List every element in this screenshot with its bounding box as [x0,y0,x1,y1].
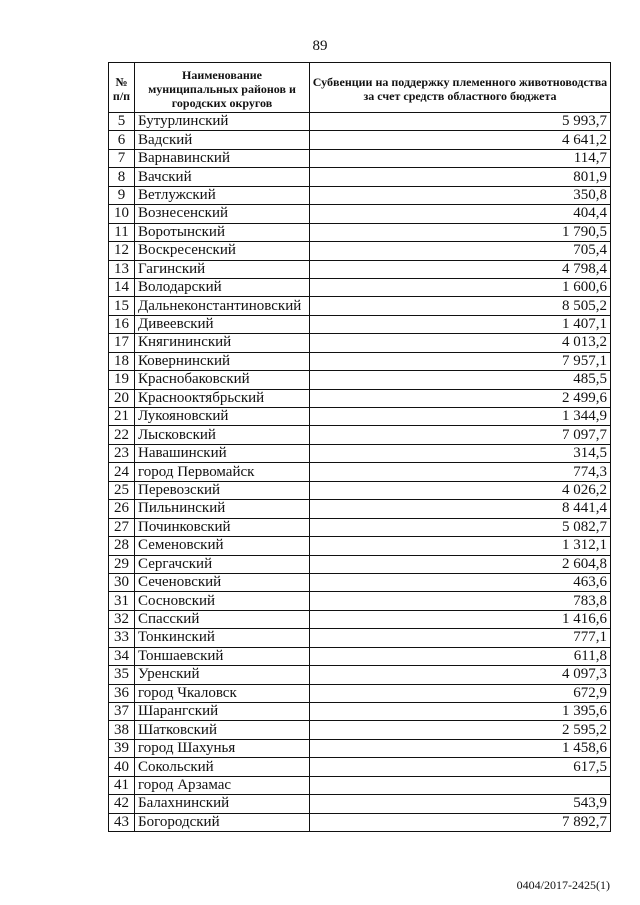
row-number-cell: 19 [109,371,135,389]
district-name-cell: Шатковский [135,721,310,739]
table-row [109,260,611,278]
table-body [109,113,611,832]
district-name-cell: Сеченовский [135,573,310,591]
subsidy-amount-cell: 1 416,6 [310,610,611,628]
table-row [109,739,611,757]
table-row [109,389,611,407]
table-row [109,131,611,149]
table-row [109,463,611,481]
row-number-cell: 29 [109,555,135,573]
row-number-cell: 17 [109,334,135,352]
subsidy-amount-cell: 4 097,3 [310,666,611,684]
subsidy-amount-cell: 801,9 [310,168,611,186]
table-row [109,408,611,426]
table-row [109,795,611,813]
district-name-cell: Володарский [135,278,310,296]
row-number-cell: 43 [109,813,135,831]
table-row [109,500,611,518]
table-row [109,813,611,831]
row-number-cell: 36 [109,684,135,702]
row-number-cell: 34 [109,647,135,665]
page-number: 89 [312,38,328,54]
district-name-cell: Дивеевский [135,315,310,333]
subsidy-amount-cell: 314,5 [310,444,611,462]
subsidy-amount-cell: 774,3 [310,463,611,481]
table-row [109,334,611,352]
district-name-cell: город Арзамас [135,776,310,794]
row-number-cell: 12 [109,242,135,260]
table-row [109,205,611,223]
district-name-cell: Богородский [135,813,310,831]
district-name-cell: Перевозский [135,481,310,499]
table-row [109,481,611,499]
row-number-cell: 30 [109,573,135,591]
row-number-cell: 38 [109,721,135,739]
district-name-cell: Краснобаковский [135,371,310,389]
district-name-cell: Тоншаевский [135,647,310,665]
row-number-cell: 37 [109,703,135,721]
district-name-cell: Пильнинский [135,500,310,518]
table-row [109,573,611,591]
subsidy-amount-cell: 404,4 [310,205,611,223]
table-row [109,186,611,204]
subsidy-amount-cell: 543,9 [310,795,611,813]
district-name-cell: Вознесенский [135,205,310,223]
district-name-cell: Воротынский [135,223,310,241]
subsidy-amount-cell: 4 013,2 [310,334,611,352]
table-row [109,113,611,131]
header-num: № п/п [109,63,135,113]
row-number-cell: 28 [109,537,135,555]
row-number-cell: 25 [109,481,135,499]
district-name-cell: Воскресенский [135,242,310,260]
district-name-cell: Дальнеконстантиновский [135,297,310,315]
subsidy-amount-cell: 672,9 [310,684,611,702]
subsidy-amount-cell: 5 993,7 [310,113,611,131]
district-name-cell: Краснооктябрьский [135,389,310,407]
subsidy-amount-cell: 705,4 [310,242,611,260]
district-name-cell: Сокольский [135,758,310,776]
row-number-cell: 33 [109,629,135,647]
row-number-cell: 24 [109,463,135,481]
row-number-cell: 18 [109,352,135,370]
row-number-cell: 15 [109,297,135,315]
subsidy-amount-cell: 1 407,1 [310,315,611,333]
row-number-cell: 6 [109,131,135,149]
row-number-cell: 41 [109,776,135,794]
subsidy-amount-cell: 8 441,4 [310,500,611,518]
subsidy-amount-cell: 2 499,6 [310,389,611,407]
district-name-cell: Навашинский [135,444,310,462]
table-row [109,721,611,739]
table-header-row [109,63,611,113]
subsidy-amount-cell: 463,6 [310,573,611,591]
document-code: 0404/2017-2425(1) [516,878,610,892]
row-number-cell: 42 [109,795,135,813]
table-row [109,518,611,536]
table-row [109,592,611,610]
district-name-cell: Лысковский [135,426,310,444]
table-row [109,168,611,186]
table-row [109,776,611,794]
subsidy-amount-cell: 5 082,7 [310,518,611,536]
subsidy-amount-cell: 485,5 [310,371,611,389]
district-name-cell: город Чкаловск [135,684,310,702]
table-row [109,426,611,444]
row-number-cell: 16 [109,315,135,333]
row-number-cell: 35 [109,666,135,684]
district-name-cell: Тонкинский [135,629,310,647]
table-row [109,758,611,776]
table-row [109,647,611,665]
row-number-cell: 22 [109,426,135,444]
row-number-cell: 10 [109,205,135,223]
subsidy-amount-cell: 1 395,6 [310,703,611,721]
district-name-cell: Уренский [135,666,310,684]
district-name-cell: Вадский [135,131,310,149]
table-row [109,297,611,315]
district-name-cell: Варнавинский [135,149,310,167]
subsidy-amount-cell: 2 604,8 [310,555,611,573]
table-row [109,223,611,241]
district-name-cell: Ковернинский [135,352,310,370]
header-name: Наименование муниципальных районов и городских округов [135,63,310,113]
district-name-cell: Лукояновский [135,408,310,426]
subsidy-amount-cell: 114,7 [310,149,611,167]
row-number-cell: 11 [109,223,135,241]
row-number-cell: 14 [109,278,135,296]
row-number-cell: 8 [109,168,135,186]
district-name-cell: Сергачский [135,555,310,573]
district-name-cell: город Шахунья [135,739,310,757]
subsidy-amount-cell: 1 790,5 [310,223,611,241]
district-name-cell: Шарангский [135,703,310,721]
district-name-cell: Княгининский [135,334,310,352]
district-name-cell: Вачский [135,168,310,186]
subsidy-amount-cell: 7 892,7 [310,813,611,831]
row-number-cell: 39 [109,739,135,757]
subsidy-amount-cell: 4 641,2 [310,131,611,149]
row-number-cell: 23 [109,444,135,462]
subsidy-amount-cell: 350,8 [310,186,611,204]
row-number-cell: 5 [109,113,135,131]
subsidy-amount-cell: 617,5 [310,758,611,776]
header-amount: Субвенции на поддержку племенного животноводства за счет средств областного бюджета [310,63,611,113]
district-name-cell: Ветлужский [135,186,310,204]
table-row [109,352,611,370]
subsidy-amount-cell: 1 344,9 [310,408,611,426]
table-row [109,242,611,260]
table-row [109,315,611,333]
subsidy-amount-cell [310,776,611,794]
row-number-cell: 20 [109,389,135,407]
row-number-cell: 7 [109,149,135,167]
district-name-cell: Гагинский [135,260,310,278]
subsidy-amount-cell: 8 505,2 [310,297,611,315]
subsidy-amount-cell: 4 026,2 [310,481,611,499]
subsidy-amount-cell: 777,1 [310,629,611,647]
district-name-cell: Спасский [135,610,310,628]
table-row [109,278,611,296]
table-row [109,371,611,389]
table-row [109,629,611,647]
row-number-cell: 32 [109,610,135,628]
subsidy-amount-cell: 2 595,2 [310,721,611,739]
subsidy-amount-cell: 4 798,4 [310,260,611,278]
subsidy-amount-cell: 1 600,6 [310,278,611,296]
district-name-cell: город Первомайск [135,463,310,481]
district-name-cell: Починковский [135,518,310,536]
subsidy-amount-cell: 7 097,7 [310,426,611,444]
table-row [109,610,611,628]
row-number-cell: 27 [109,518,135,536]
subsidy-table [108,62,611,832]
table-row [109,537,611,555]
district-name-cell: Сосновский [135,592,310,610]
row-number-cell: 40 [109,758,135,776]
subsidy-amount-cell: 1 312,1 [310,537,611,555]
table-row [109,703,611,721]
table-row [109,149,611,167]
subsidy-amount-cell: 611,8 [310,647,611,665]
table-row [109,555,611,573]
subsidy-amount-cell: 1 458,6 [310,739,611,757]
row-number-cell: 26 [109,500,135,518]
table-row [109,444,611,462]
row-number-cell: 21 [109,408,135,426]
district-name-cell: Балахнинский [135,795,310,813]
subsidy-amount-cell: 7 957,1 [310,352,611,370]
district-name-cell: Бутурлинский [135,113,310,131]
table-row [109,684,611,702]
table-row [109,666,611,684]
row-number-cell: 13 [109,260,135,278]
district-name-cell: Семеновский [135,537,310,555]
row-number-cell: 31 [109,592,135,610]
row-number-cell: 9 [109,186,135,204]
subsidy-amount-cell: 783,8 [310,592,611,610]
